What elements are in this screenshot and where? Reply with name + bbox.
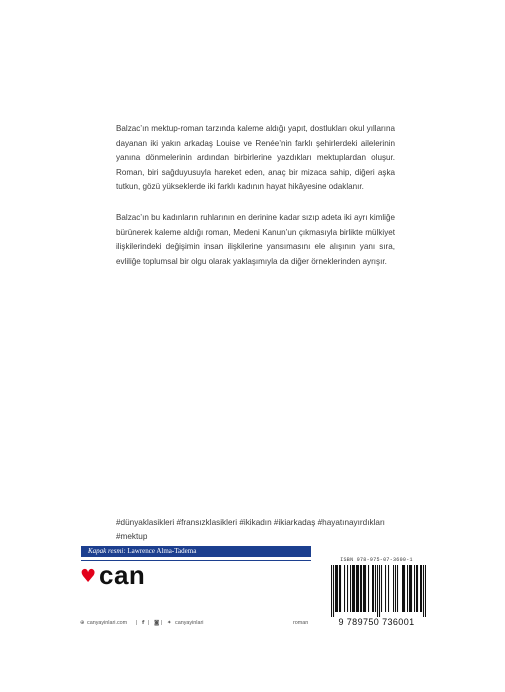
facebook-icon[interactable]: f [142, 620, 145, 626]
footer-separator: | [148, 620, 150, 626]
barcode-bar [331, 565, 332, 617]
book-category: roman [293, 620, 309, 626]
barcode-bar [339, 565, 340, 612]
barcode-bar [385, 565, 386, 612]
barcode-bar [393, 565, 394, 612]
globe-icon: ⊕ [80, 620, 85, 626]
barcode-bar [420, 565, 421, 612]
barcode-bar [368, 565, 369, 612]
heart-icon: ♥ [80, 566, 97, 587]
twitter-icon[interactable]: ✦ [167, 620, 172, 626]
barcode-bar [416, 565, 417, 612]
barcode-bar [404, 565, 405, 612]
barcode-bar [403, 565, 404, 612]
barcode-bar [361, 565, 362, 612]
barcode-bar [381, 565, 382, 612]
footer-separator: | [161, 620, 163, 626]
barcode-bar [407, 565, 408, 612]
barcode-bar [377, 565, 378, 617]
barcode-bar [402, 565, 403, 612]
barcode-bar [372, 565, 373, 612]
barcode-bar [337, 565, 338, 612]
cover-credit [88, 547, 196, 556]
publisher-social-handle[interactable]: canyayinlari [175, 620, 204, 626]
barcode-bar [353, 565, 354, 612]
description-paragraph-1: Balzac’ın mektup-roman tarzında kaleme aldığı yapıt, dostlukları okul yıllarına dayanan iki yakın arkadaş Louise ve Renée’nin farklı şehirlerdeki ailelerinin yanına dönmelerinin ardından birbirlerine yazdıkları mektuplardan oluşur. Roman, biri sağduyusuyla hareket eden, anaç bir mizaca sahip, diğeri aşka tutkun, gözü yükseklerde iki farklı kadının hayat hikâyesine odaklanır. [116, 124, 395, 192]
barcode-number: 9 789750 736001 [338, 617, 415, 627]
hashtag-list: #dünyaklasikleri #fransızklasikleri #ikikadın #ikiarkadaş #hayatınayırdıkları #mektup [116, 518, 385, 542]
barcode-bar [364, 565, 365, 612]
barcode-bar [358, 565, 359, 612]
barcode-bar [360, 565, 361, 612]
barcode-bar [379, 565, 380, 617]
barcode-bar [417, 565, 418, 612]
barcode-bar [333, 565, 334, 617]
barcode-bar [356, 565, 357, 612]
barcode-bar [347, 565, 348, 612]
barcode-bar [375, 565, 376, 612]
publisher-footer [80, 618, 320, 628]
barcode-bar [336, 565, 337, 612]
barcode-bars [331, 565, 426, 617]
barcode-bar [409, 565, 410, 612]
instagram-icon[interactable]: ◙ [154, 620, 160, 626]
publisher-logo-word: can [99, 560, 146, 590]
barcode-bar [421, 565, 422, 612]
publisher-logo [80, 560, 160, 590]
cover-credit-artist: Lawrence Alma-Tadema [127, 547, 197, 555]
barcode-bar [363, 565, 364, 612]
publisher-website[interactable]: canyayinlari.com [87, 620, 128, 626]
barcode-bar [373, 565, 374, 612]
barcode-bar [335, 565, 336, 612]
barcode-bar [423, 565, 424, 617]
barcode-bar [340, 565, 341, 612]
cover-credit-label: Kapak resmi: [88, 547, 126, 555]
barcode-bar [365, 565, 366, 612]
description-paragraph-2: Balzac’ın bu kadınların ruhlarının en derinine kadar sızıp adeta iki ayrı kimliğe bürünerek kaleme aldığı roman, Medeni Kanun’un çıkmasıyla birlikte mülkiyet ilişkilerindeki değişimin insan ilişkilerine yansımasını ele alışının yanı sıra, evliliğe toplumsal bir olgu olarak yaklaşımıyla da diğer örneklerinden ayrışır. [116, 213, 395, 266]
barcode-bar [350, 565, 351, 612]
barcode-bar [395, 565, 396, 612]
footer-separator: | [136, 620, 138, 626]
barcode-bar [388, 565, 389, 612]
barcode-bar [357, 565, 358, 612]
barcode-bar [352, 565, 353, 612]
barcode-bar [344, 565, 345, 612]
barcode-bar [410, 565, 411, 612]
barcode-bar [425, 565, 426, 617]
barcode-bar [411, 565, 412, 612]
barcode-bar [354, 565, 355, 612]
barcode-bar [414, 565, 415, 612]
barcode-bar [397, 565, 398, 612]
barcode [327, 556, 426, 630]
isbn-label: ISBN 978-975-07-3600-1 [340, 557, 413, 563]
